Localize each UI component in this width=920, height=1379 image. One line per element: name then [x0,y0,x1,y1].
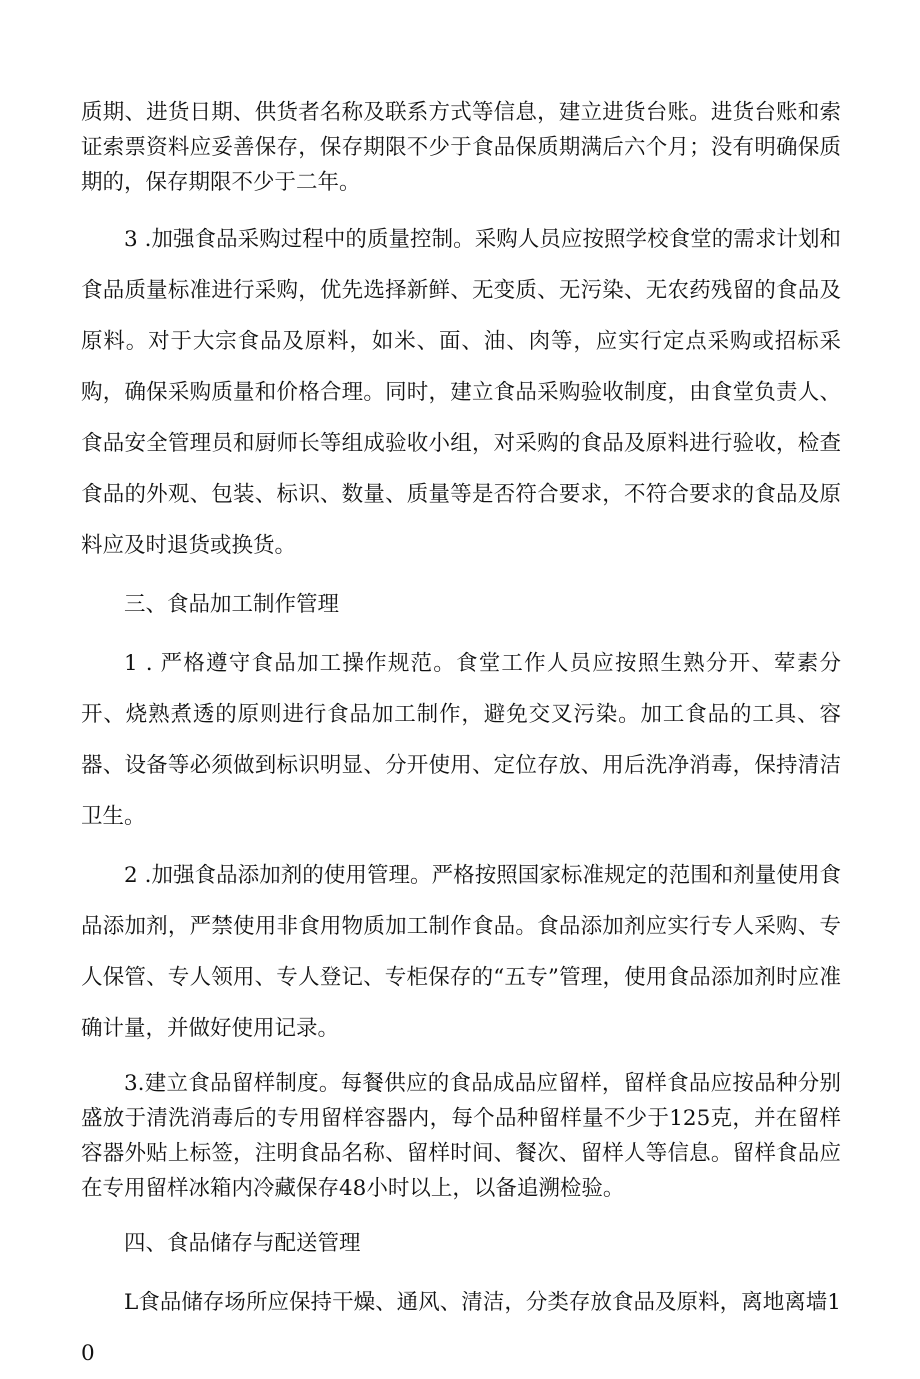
paragraph-sample-retention: 3.建立食品留样制度。每餐供应的食品成品应留样，留样食品应按品种分别盛放于清洗消毒后的专用留样容器内，每个品种留样量不少于125克，并在留样容器外贴上标签，注明食品名称、留样时间、餐次、留样人等信息。留样食品应在专用留样冰箱内冷藏保存48小时以上，以备追溯检验。 [81,1071,841,1201]
paragraph-purchase-quality-control: 3 .加强食品采购过程中的质量控制。采购人员应按照学校食堂的需求计划和食品质量标准进行采购，优先选择新鲜、无变质、无污染、无农药残留的食品及原料。对于大宗食品及原料，如米、面、油、肉等，应实行定点采购或招标采购，确保采购质量和价格合理。同时，建立食品采购验收制度，由食堂负责人、食品安全管理员和厨师长等组成验收小组，对采购的食品及原料进行验收，检查食品的外观、包装、标识、数量、质量等是否符合要求，不符合要求的食品及原料应及时退货或换货。 [81,227,841,558]
paragraph-additive-management: 2 .加强食品添加剂的使用管理。严格按照国家标准规定的范围和剂量使用食品添加剂，严禁使用非食用物质加工制作食品。食品添加剂应实行专人采购、专人保管、专人领用、专人登记、专柜保存的“五专”管理，使用食品添加剂时应准确计量，并做好使用记录。 [81,863,841,1041]
document-page [81,95,841,1379]
paragraph-continued: 质期、进货日期、供货者名称及联系方式等信息，建立进货台账。进货台账和索证索票资料应妥善保存，保存期限不少于食品保质期满后六个月；没有明确保质期的，保存期限不少于二年。 [81,100,841,195]
section-heading-processing: 三、食品加工制作管理 [124,592,340,617]
paragraph-processing-rules: 1 . 严格遵守食品加工操作规范。食堂工作人员应按照生熟分开、荤素分开、烧熟煮透的原则进行食品加工制作，避免交叉污染。加工食品的工具、容器、设备等必须做到标识明显、分开使用、定位存放、用后洗净消毒，保持清洁卫生。 [81,651,841,829]
section-heading-storage: 四、食品储存与配送管理 [124,1231,361,1256]
paragraph-storage-rules: L食品储存场所应保持干燥、通风、清洁，分类存放食品及原料，离地离墙10 [81,1290,841,1366]
